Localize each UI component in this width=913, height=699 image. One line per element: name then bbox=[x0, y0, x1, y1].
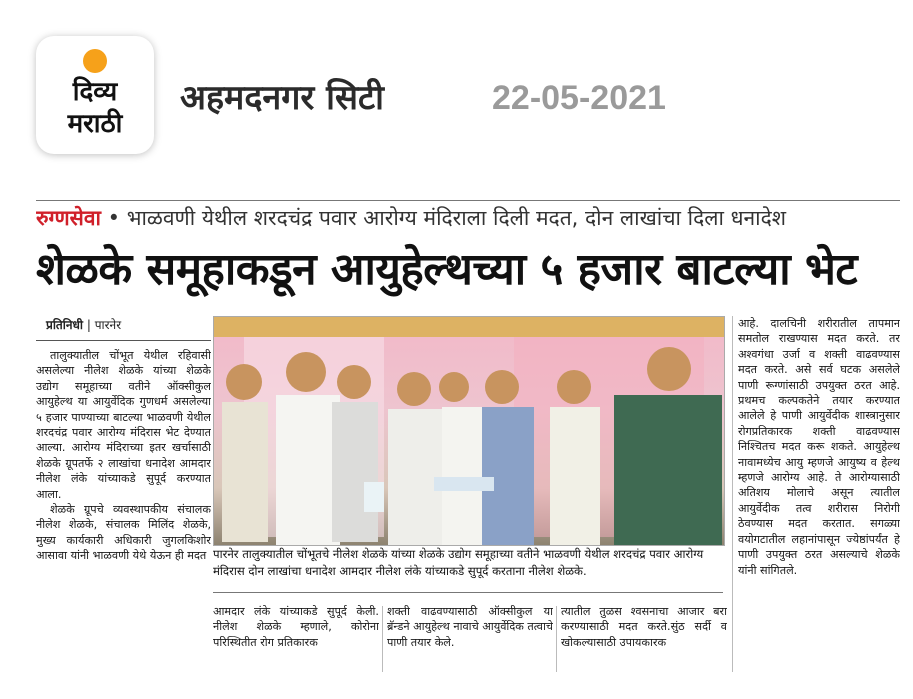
byline: प्रतिनिधी | पारनेर bbox=[46, 318, 122, 332]
logo-line-2: मराठी bbox=[67, 109, 123, 139]
headline: शेळके समूहाकडून आयुहेल्थच्या ५ हजार बाटल्या भेट bbox=[36, 244, 858, 295]
top-rule bbox=[36, 200, 900, 201]
people-group-photo bbox=[214, 317, 724, 545]
byline-name: प्रतिनिधी bbox=[46, 318, 84, 332]
edition-city: अहमदनगर सिटी bbox=[180, 78, 384, 118]
column-divider bbox=[382, 606, 383, 672]
column-5: आहे. दालचिनी शरीरातील तापमान समतोल राखण्यास मदत करते. तर अश्वगंधा उर्जा व शक्ती वाढवण्यास मदत करते. असे सर्व घटक असलेले पाणी रूग्णांसाठी उपयुक्त ठरत आहे. प्रथमच कल्पकतेने तयार करण्यात आलेले हे पाणी आयुर्वेदीक शास्त्रानुसार रोगप्रतिकारक शक्ती वाढवण्यास निश्चितच मदत करू शकते. आयुहेल्थ नावामध्येच आयु म्हणजे आयुष्य व हेल्थ म्हणजे आरोग्य आहे. ते आरोग्यासाठी अतिशय मोलाचे असून त्यातील आयुर्वेदीक तत्व शरीरास निरोगी ठेवण्यास मदत करतात. सगळ्या वयोगटातील लहानांपासून ज्येष्ठांपर्यंत हे पाणी उपयुक्त ठरत असल्याचे शेळके यांनी सांगितले. bbox=[738, 317, 900, 577]
column-1 bbox=[36, 348, 211, 674]
kicker-line bbox=[36, 204, 900, 232]
column-2: आमदार लंके यांच्याकडे सुपूर्द केली. नीलेश शेळके म्हणाले, कोरोना परिस्थितीत रोग प्रतिकारक bbox=[213, 605, 379, 649]
column-3: शक्ती वाढवण्यासाठी ऑक्सीकुल या ब्रॅन्डने आयुहेल्थ नावाचे आयुर्वेदिक तत्वाचे पाणी तयार केले. bbox=[387, 605, 553, 649]
caption-rule bbox=[213, 592, 723, 593]
divya-marathi-logo bbox=[36, 36, 154, 154]
logo-line-1: दिव्य bbox=[72, 77, 118, 107]
logo-sun-icon bbox=[83, 49, 107, 73]
kicker-tag: रुग्णसेवा bbox=[36, 206, 101, 230]
byline-place: पारनेर bbox=[94, 318, 122, 332]
column-1-para-2: शेळके ग्रूपचे व्यवस्थापकीय संचालक नीलेश शेळके, संचालक मिलिंद शेळके, मुख्य कार्यकारी अधिकारी जुगलकिशोर आसावा यांनी भाळवणी येथे येऊन ही मदत bbox=[36, 503, 211, 563]
edition-date: 22-05-2021 bbox=[492, 79, 666, 117]
event-photo bbox=[213, 316, 725, 546]
newspaper-clipping bbox=[30, 196, 900, 674]
photo-caption: पारनेर तालुक्यातील चोंभूतचे नीलेश शेळके यांच्या शेळके उद्योग समूहाच्या वतीने भाळवणी येथील शरदचंद्र पवार आरोग्य मंदिरास दोन लाखांचा धनादेश आमदार नीलेश लंके यांच्याकडे सुपूर्द करताना नीलेश शेळके. bbox=[213, 547, 704, 578]
kicker-text: • भाळवणी येथील शरदचंद्र पवार आरोग्य मंदिराला दिली मदत, दोन लाखांचा दिला धनादेश bbox=[100, 206, 787, 230]
column-1-para-1: तालुक्यातील चोंभूत येथील रहिवासी असलेल्या नीलेश शेळके यांच्या शेळके उद्योग समूहाच्या वतीने ऑक्सीकुल आयुहेल्थ या आयुर्वेदिक गुणधर्म असलेल्या ५ हजार पाण्याच्या बाटल्या भाळवणी येथील शरदचंद्र पवार आरोग्य मंदिरास भेट देण्यात आल्या. आरोग्य मंदिराच्या इतर खर्चासाठी शेळके ग्रूपतर्फे २ लाखांचा धनादेश आमदार नीलेश लंके यांच्याकडे सुपूर्द करण्यात आला. bbox=[36, 349, 211, 501]
byline-rule bbox=[36, 340, 211, 341]
column-4: त्यातील तुळस श्वसनाचा आजार बरा करण्यासाठी मदत करते.सुंठ सर्दी व खोकल्यासाठी उपायकारक bbox=[561, 605, 727, 649]
column-divider bbox=[732, 316, 733, 672]
column-divider bbox=[556, 606, 557, 672]
